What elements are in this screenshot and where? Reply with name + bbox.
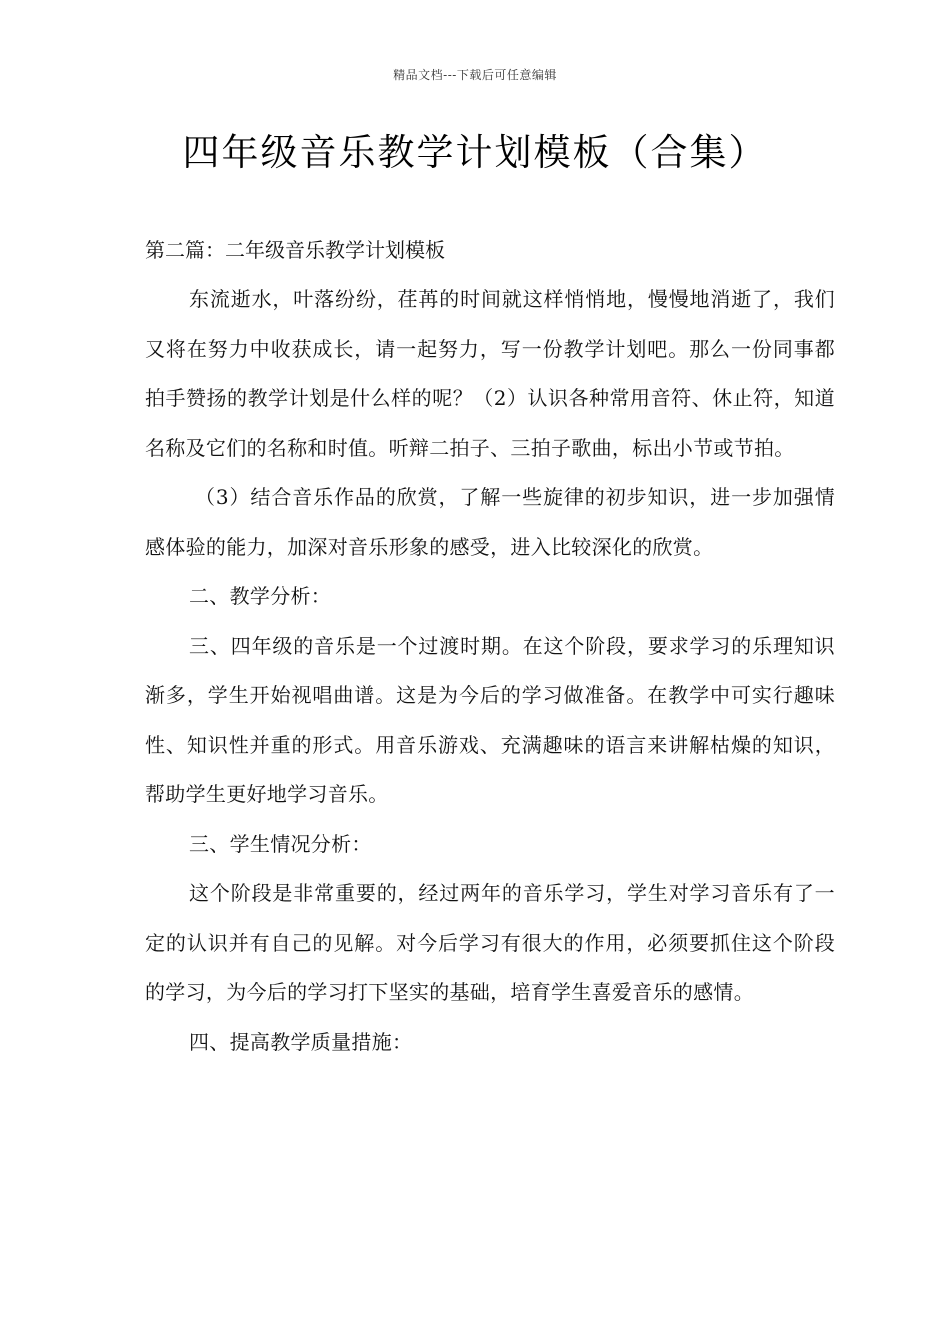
paragraph: （3）结合音乐作品的欣赏，了解一些旋律的初步知识，进一步加强情感体验的能力，加深对音乐形象的感受，进入比较深化的欣赏。: [145, 485, 835, 559]
paragraph: 三、四年级的音乐是一个过渡时期。在这个阶段，要求学习的乐理知识渐多，学生开始视唱曲谱。这是为今后的学习做准备。在教学中可实行趣味性、知识性并重的形式。用音乐游戏、充满趣味的语言来讲解枯燥的知识，帮助学生更好地学习音乐。: [145, 633, 835, 806]
paragraph-heading: 二、教学分析：: [189, 584, 332, 608]
paragraph-heading: 三、学生情况分析：: [189, 831, 372, 856]
document-title: 四年级音乐教学计划模板（合集）: [182, 131, 768, 174]
section-title: 第二篇：二年级音乐教学计划模板: [145, 238, 445, 262]
paragraph: 这个阶段是非常重要的，经过两年的音乐学习，学生对学习音乐有了一定的认识并有自己的见解。对今后学习有很大的作用，必须要抓住这个阶段的学习，为今后的学习打下坚实的基础，培育学生喜爱音乐的感情。: [145, 881, 835, 1004]
header-note: 精品文档---下载后可任意编辑: [393, 68, 557, 82]
paragraph: 东流逝水，叶落纷纷，荏苒的时间就这样悄悄地，慢慢地消逝了，我们又将在努力中收获成长，请一起努力，写一份教学计划吧。那么一份同事都拍手赞扬的教学计划是什么样的呢？（2）认识各种常用音符、休止符，知道名称及它们的名称和时值。听辩二拍子、三拍子歌曲，标出小节或节拍。: [145, 287, 835, 460]
document-body: [145, 225, 835, 1067]
paragraph-heading: 四、提高教学质量措施：: [189, 1029, 413, 1054]
